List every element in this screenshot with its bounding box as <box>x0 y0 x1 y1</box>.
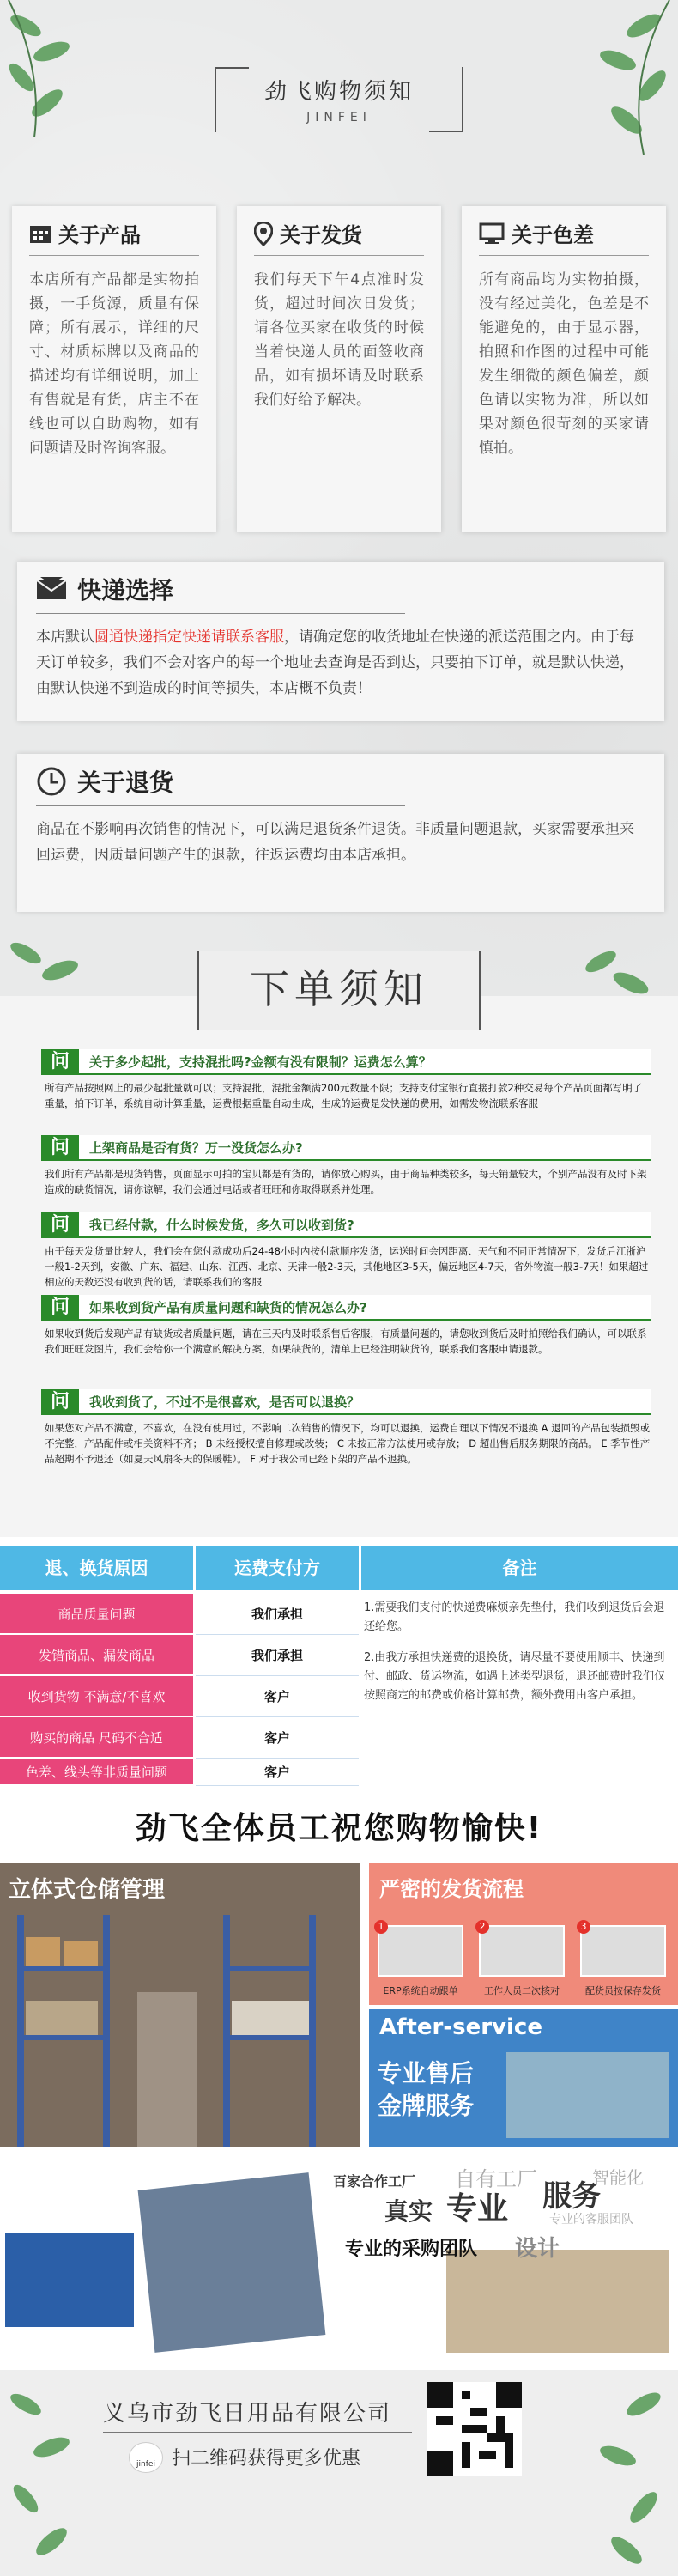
table-cell-payer: 我们承担 <box>196 1635 359 1676</box>
warehouse-label: 立体式仓储管理 <box>9 1877 166 1903</box>
table-header-payer: 运费支付方 <box>196 1546 359 1590</box>
qa-item <box>41 1389 651 1467</box>
qa-item <box>41 1295 651 1357</box>
shipping-process-panel <box>369 1863 678 2005</box>
step-label: ERP系统自动跟单 <box>383 1985 458 1996</box>
monitor-icon <box>479 222 505 245</box>
question-row <box>41 1135 651 1161</box>
table-cell-reason: 收到货物 不满意/不喜欢 <box>0 1676 193 1717</box>
question-row <box>41 1049 651 1075</box>
question-badge: 问 <box>41 1135 79 1161</box>
calendar-icon <box>29 223 51 244</box>
question-badge: 问 <box>41 1389 79 1415</box>
return-policy-table <box>0 1546 678 1786</box>
company-name: 义乌市劲飞日用品有限公司 <box>103 2401 392 2427</box>
question-badge: 问 <box>41 1049 79 1075</box>
table-cell-payer: 我们承担 <box>196 1594 359 1635</box>
remark-text: 2.由我方承担快递费的退换货，请尽量不要使用顺丰、快递到付、邮政、货运物流，如遇上述类型退货，退还邮费时我们仅按照商定的邮费或价格计算邮费，额外费用由客户承担。 <box>364 1651 666 1702</box>
order-title: 下单须知 <box>250 966 428 1012</box>
card-text: 所有商品均为实物拍摄，没有经过美化，色差是不能避免的，由于显示器，拍照和作图的过程中可能发生细微的颜色偏差，颜色请以实物为准，所以如果对颜色很苛刻的买家请慎拍。 <box>479 271 649 457</box>
section-header <box>36 764 405 806</box>
card-text: 我们每天下午4点准时发货，超过时间次日发货；请各位买家在收货的时候当着快递人员的面签收商品，如有损坏请及时联系我们好给予解决。 <box>254 271 424 409</box>
table-header-reason: 退、换货原因 <box>0 1546 193 1590</box>
question-text: 我收到货了，不过不是很喜欢，是否可以退换？ <box>79 1389 651 1415</box>
factory-photo <box>138 2172 326 2353</box>
answer-text: 如果收到货后发现产品有缺货或者质量问题，请在三天内及时联系售后客服，有质量问题的，请您收到货后及时拍照给我们确认，可以联系我们旺旺发图片，我们会给你一个满意的解决方案，如果缺货的，清单上已经注明缺货的，联系我们客服申请退款。 <box>45 1327 647 1355</box>
table-cell-payer: 客户 <box>196 1759 359 1786</box>
question-row <box>41 1212 651 1238</box>
table-remarks <box>364 1599 673 1705</box>
page-subtitle: JINFEI <box>306 111 372 125</box>
team-word: 智能化 <box>592 2167 644 2188</box>
brand-logo: jinfei <box>129 2442 163 2473</box>
qa-item <box>41 1049 651 1111</box>
express-section <box>17 562 664 721</box>
team-word: 服务 <box>542 2179 601 2214</box>
packing-photo <box>446 2250 669 2353</box>
question-badge: 问 <box>41 1212 79 1238</box>
card-header <box>254 218 424 256</box>
qr-code[interactable] <box>427 2382 522 2476</box>
qa-item <box>41 1212 651 1290</box>
location-pin-icon <box>254 222 273 246</box>
question-text: 关于多少起批，支持混批吗?金额有没有限制？运费怎么算？ <box>79 1049 651 1075</box>
scan-qr-text: 扫二维码获得更多优惠 <box>172 2448 361 2470</box>
after-service-line: 金牌服务 <box>378 2092 475 2120</box>
section-title: 快递选择 <box>77 576 174 605</box>
card-header <box>29 218 199 256</box>
team-word: 专业的采购团队 <box>345 2239 478 2260</box>
envelope-icon <box>36 577 67 601</box>
answer-text: 我们所有产品都是现货销售，页面显示可拍的宝贝都是有货的，请你放心购买，由于商品种类较多，每天销量较大，个别产品没有及时下架造成的缺货情况，请你谅解，我们会通过电话或者旺旺和你取得联系并处理。 <box>45 1168 647 1195</box>
section-title: 关于退货 <box>77 769 174 797</box>
team-word: 设计 <box>515 2236 560 2262</box>
card-title: 关于发货 <box>280 223 362 247</box>
express-text <box>36 624 645 702</box>
table-cell-reason: 购买的商品 尺码不合适 <box>0 1717 193 1759</box>
process-step-photo <box>378 1925 463 1977</box>
table-header-remark: 备注 <box>361 1546 678 1590</box>
table-cell-reason: 色差、线头等非质量问题 <box>0 1759 193 1786</box>
card-title: 关于色差 <box>512 223 594 247</box>
express-highlight: 圆通快递指定快递请联系客服 <box>94 629 284 646</box>
team-word: 百家合作工厂 <box>333 2173 416 2190</box>
table-cell-reason: 发错商品、漏发商品 <box>0 1635 193 1676</box>
page-title: 劲飞购物须知 <box>263 79 414 105</box>
order-title-box <box>197 951 481 1030</box>
leaf-decoration-icon <box>575 2370 678 2576</box>
table-cell-reason: 商品质量问题 <box>0 1594 193 1635</box>
leaf-decoration-icon <box>0 0 94 137</box>
question-badge: 问 <box>41 1295 79 1321</box>
team-word: 专业 <box>446 2191 509 2227</box>
after-service-title: After-service <box>379 2014 542 2040</box>
team-word: 自有工厂 <box>455 2167 537 2191</box>
header-title-box <box>215 67 463 132</box>
table-cell-payer: 客户 <box>196 1717 359 1759</box>
question-row <box>41 1295 651 1321</box>
step-label: 工作人员二次核对 <box>484 1985 560 1996</box>
machine-photo <box>5 2233 134 2327</box>
answer-text: 所有产品按照网上的最少起批量就可以；支持混批，混批金额满200元数量不限；支持支付宝银行直接打款2种交易每个产品页面都写明了重量，拍下订单，系统自动计算重量，运费根据重量自动生成，生成的运费是发快递的费用，如需发物流联系客服 <box>45 1082 643 1109</box>
step-number: 2 <box>475 1920 489 1934</box>
step-number: 1 <box>374 1920 388 1934</box>
question-text: 上架商品是否有货？万一没货怎么办? <box>79 1135 651 1161</box>
card-product <box>12 206 216 532</box>
footer <box>0 2370 678 2576</box>
section-header <box>36 572 405 614</box>
after-service-panel <box>369 2009 678 2147</box>
question-text: 如果收到货产品有质量问题和缺货的情况怎么办? <box>79 1295 651 1321</box>
slogan: 劲飞全体员工祝您购物愉快! <box>135 1811 543 1846</box>
team-photo-collage <box>0 2155 678 2361</box>
divider <box>103 2432 412 2433</box>
step-number: 3 <box>577 1920 590 1934</box>
card-title: 关于产品 <box>58 223 141 247</box>
process-step-photo <box>580 1925 666 1977</box>
process-step-photo <box>479 1925 565 1977</box>
leaf-decoration-icon <box>566 0 678 155</box>
express-text-before: 本店默认 <box>36 629 94 646</box>
returns-section <box>17 754 664 912</box>
express-text-after: ，请确定您的收货地址在快递的派送范围之内。由于每天订单较多，我们不会对客户的每一个地址去查询是否到达，只要拍下订单，就是默认快递，由默认快递不到造成的时间等损失，本店概不负责！ <box>36 629 634 697</box>
answer-text: 由于每天发货量比较大，我们会在您付款成功后24-48小时内按付款顺序发货，运送时间会因距离、天气和不同正常情况下，发货后江浙沪一般1-2天到，安徽、广东、福建、山东、江西、北京、天津一般2-3天，其他地区3-5天，偏远地区4-7天，省外物流一般3-7天！如果超过相应的天数还没有收到货的话，请联系我们的客服 <box>45 1245 649 1288</box>
qa-item <box>41 1135 651 1197</box>
returns-text: 商品在不影响再次销售的情况下，可以满足退货条件退货。非质量问题退款，买家需要承担来回运费，因质量问题产生的退款，往返运费均由本店承担。 <box>36 821 634 864</box>
office-photo <box>506 2052 669 2138</box>
leaf-decoration-icon <box>0 927 94 1005</box>
warehouse-photo <box>0 1863 360 2147</box>
card-shipping <box>237 206 441 532</box>
after-service-line: 专业售后 <box>378 2059 475 2087</box>
card-header <box>479 218 649 256</box>
question-row <box>41 1389 651 1415</box>
clock-icon <box>36 766 67 797</box>
step-label: 配货员按保存发货 <box>585 1985 661 1996</box>
after-service-text <box>378 2057 474 2123</box>
process-title: 严密的发货流程 <box>379 1877 524 1901</box>
table-cell-payer: 客户 <box>196 1676 359 1717</box>
question-text: 我已经付款，什么时候发货，多久可以收到货? <box>79 1212 651 1238</box>
leaf-decoration-icon <box>0 2370 94 2576</box>
card-color <box>462 206 666 532</box>
team-word: 专业的客服团队 <box>549 2213 633 2227</box>
answer-text: 如果您对产品不满意，不喜欢，在没有使用过，不影响二次销售的情况下，均可以退换，运费自理以下情况不退换 A 退回的产品包装损毁或不完整，产品配件或相关资料不齐； B 未经授权擅自修理或改装； C 未按正常方法使用或存放； D 超出售后服务期限的商品。 E 季节性产品超期不予退还（如夏天风扇冬天的保暖鞋）。 F 对于我公司已经下架的产品不退换。 <box>45 1422 651 1465</box>
card-text: 本店所有产品都是实物拍摄，一手货源，质量有保障；所有展示，详细的尺寸、材质标牌以及商品的描述均有详细说明，加上有售就是有货，店主不在线也可以自助购物，如有问题请及时咨询客服。 <box>29 271 199 457</box>
qr-code-icon <box>427 2382 522 2476</box>
remark-text: 1.需要我们支付的快递费麻烦亲先垫付，我们收到退货后会退还给您。 <box>364 1601 665 1633</box>
team-word: 真实 <box>384 2197 433 2226</box>
